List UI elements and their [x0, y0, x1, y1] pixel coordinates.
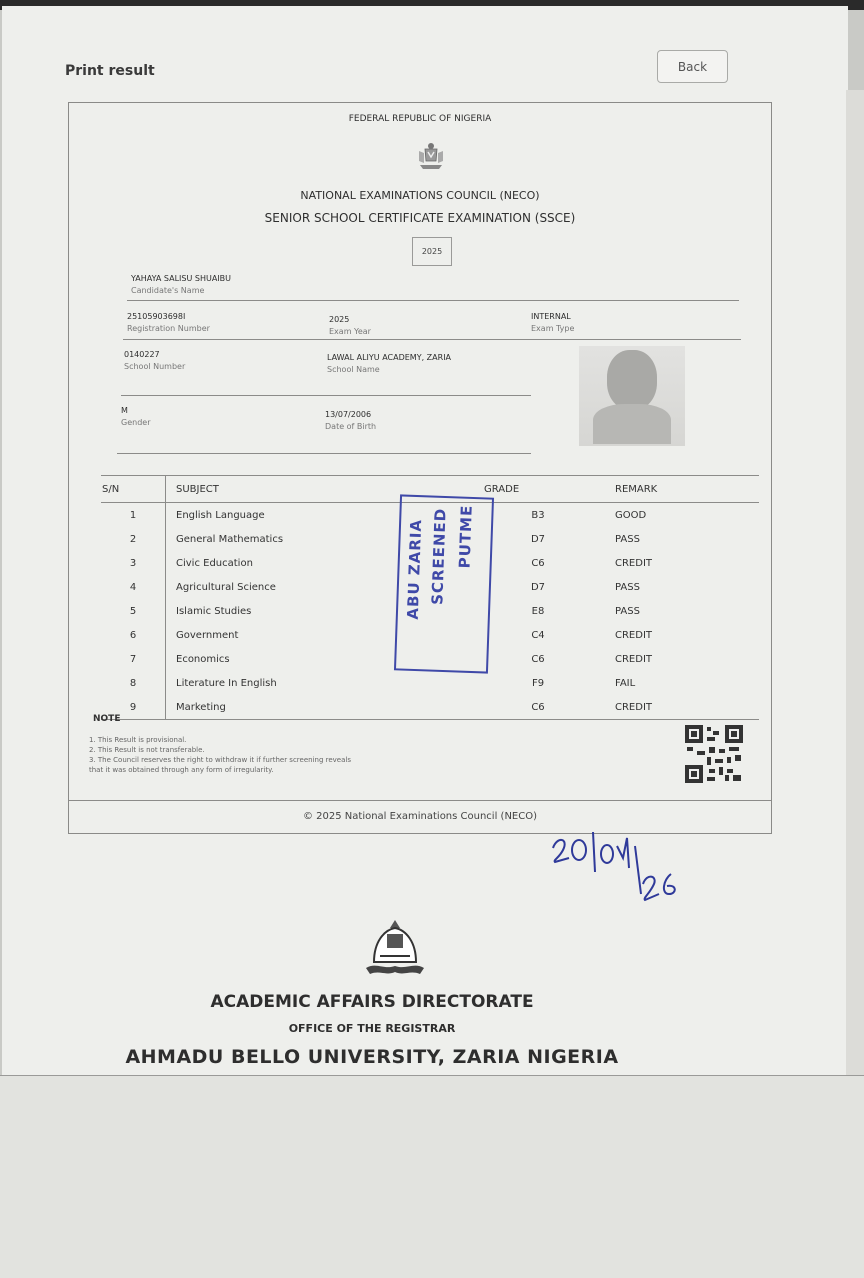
row-subject: Agricultural Science — [176, 581, 276, 593]
paper-sheet — [2, 6, 848, 1086]
gender-label: Gender — [121, 418, 151, 427]
row-sn: 5 — [101, 599, 166, 623]
note-item: that it was obtained through any form of irregularity. — [89, 766, 274, 774]
candidate-name: YAHAYA SALISU SHUAIBU — [131, 274, 232, 283]
registration-label: Registration Number — [127, 324, 210, 333]
row-subject: Civic Education — [176, 557, 253, 569]
table-row — [101, 695, 759, 720]
handwritten-date — [549, 828, 699, 912]
row-grade: C6 — [531, 653, 545, 665]
note-item: 1. This Result is provisional. — [89, 736, 187, 744]
back-button[interactable]: Back — [657, 50, 728, 83]
table-row — [101, 671, 759, 695]
row-sn: 9 — [101, 695, 166, 720]
row-remark: CREDIT — [615, 701, 653, 713]
divider — [127, 300, 739, 301]
school-number-label: School Number — [124, 362, 186, 371]
exam-year-label: Exam Year — [329, 327, 371, 336]
note-item: 2. This Result is not transferable. — [89, 746, 205, 754]
exam-year-field — [329, 315, 371, 336]
year-box: 2025 — [412, 237, 452, 266]
university-crest-icon — [362, 918, 428, 980]
page-title: Print result — [65, 63, 155, 79]
divider — [123, 339, 741, 340]
country-heading: FEDERAL REPUBLIC OF NIGERIA — [348, 114, 492, 124]
row-subject: English Language — [176, 509, 265, 521]
exam-type: INTERNAL — [531, 312, 571, 321]
row-grade: D7 — [530, 533, 546, 545]
row-grade: E8 — [531, 605, 545, 617]
row-remark: CREDIT — [615, 653, 653, 665]
stamp-line-2: SCREENED — [428, 507, 450, 606]
header-remark: REMARK — [593, 476, 759, 503]
dob-label: Date of Birth — [325, 422, 377, 431]
row-subject: Literature In English — [176, 677, 277, 689]
screening-stamp — [394, 494, 494, 673]
row-grade: C6 — [531, 557, 545, 569]
row-remark: PASS — [615, 605, 640, 617]
row-remark: CREDIT — [615, 557, 653, 569]
row-grade: F9 — [531, 677, 545, 689]
registration-field — [127, 312, 210, 333]
row-remark: PASS — [615, 533, 640, 545]
header-grade: GRADE — [483, 476, 593, 503]
row-subject: General Mathematics — [176, 533, 284, 545]
row-remark: FAIL — [615, 677, 636, 689]
candidate-photo — [579, 346, 685, 446]
note-title: NOTE — [93, 714, 121, 724]
candidate-name-label: Candidate's Name — [131, 286, 205, 295]
note-item: 3. The Council reserves the right to withdraw it if further screening reveals — [89, 756, 351, 764]
row-sn: 1 — [101, 503, 166, 528]
school-name: LAWAL ALIYU ACADEMY, ZARIA — [327, 353, 452, 362]
row-remark: PASS — [615, 581, 640, 593]
exam-type-field — [531, 312, 574, 333]
school-number-field — [124, 350, 185, 371]
row-grade: D7 — [530, 581, 546, 593]
copyright-footer: © 2025 National Examinations Council (NECO) — [302, 811, 537, 822]
row-subject: Government — [176, 629, 239, 641]
row-grade: C4 — [531, 629, 545, 641]
directorate-heading: ACADEMIC AFFAIRS DIRECTORATE — [210, 992, 534, 1012]
row-remark: CREDIT — [615, 629, 653, 641]
row-remark: GOOD — [615, 509, 647, 521]
row-subject: Economics — [176, 653, 230, 665]
footer-divider — [69, 800, 771, 801]
page-edge — [846, 90, 864, 1080]
registration-number: 25105903698I — [127, 312, 186, 321]
council-heading: NATIONAL EXAMINATIONS COUNCIL (NECO) — [300, 189, 540, 202]
header-sn: S/N — [101, 476, 166, 503]
divider — [121, 395, 531, 396]
gender: M — [121, 406, 128, 415]
result-certificate — [68, 102, 772, 834]
row-sn: 8 — [101, 671, 166, 695]
candidate-name-field — [131, 274, 231, 295]
photo-body — [593, 404, 671, 444]
dob-field — [325, 410, 376, 431]
divider — [117, 453, 531, 454]
row-sn: 7 — [101, 647, 166, 671]
exam-year: 2025 — [329, 315, 350, 324]
school-number: 0140227 — [124, 350, 160, 359]
gender-field — [121, 406, 150, 427]
background-surface — [0, 1075, 864, 1278]
notes-list — [89, 735, 351, 775]
stamp-line-3: PUTME — [455, 504, 476, 569]
exam-type-label: Exam Type — [531, 324, 575, 333]
exam-heading: SENIOR SCHOOL CERTIFICATE EXAMINATION (SSCE) — [264, 211, 576, 225]
row-subject: Marketing — [176, 701, 226, 713]
qr-code-icon — [685, 725, 743, 783]
coat-of-arms-icon — [414, 139, 448, 173]
date-of-birth: 13/07/2006 — [325, 410, 372, 419]
photo-head — [607, 350, 657, 410]
handwritten-date-ink — [549, 828, 699, 908]
stamp-line-1: ABU ZARIA — [403, 518, 426, 620]
row-sn: 2 — [101, 527, 166, 551]
office-heading: OFFICE OF THE REGISTRAR — [288, 1022, 456, 1035]
row-sn: 3 — [101, 551, 166, 575]
university-heading: AHMADU BELLO UNIVERSITY, ZARIA NIGERIA — [125, 1046, 619, 1068]
row-sn: 6 — [101, 623, 166, 647]
header-subject: SUBJECT — [166, 476, 484, 503]
school-name-label: School Name — [327, 365, 380, 374]
school-name-field — [327, 353, 451, 374]
row-grade: B3 — [531, 509, 545, 521]
row-subject: Islamic Studies — [176, 605, 252, 617]
row-grade: C6 — [531, 701, 545, 713]
row-sn: 4 — [101, 575, 166, 599]
